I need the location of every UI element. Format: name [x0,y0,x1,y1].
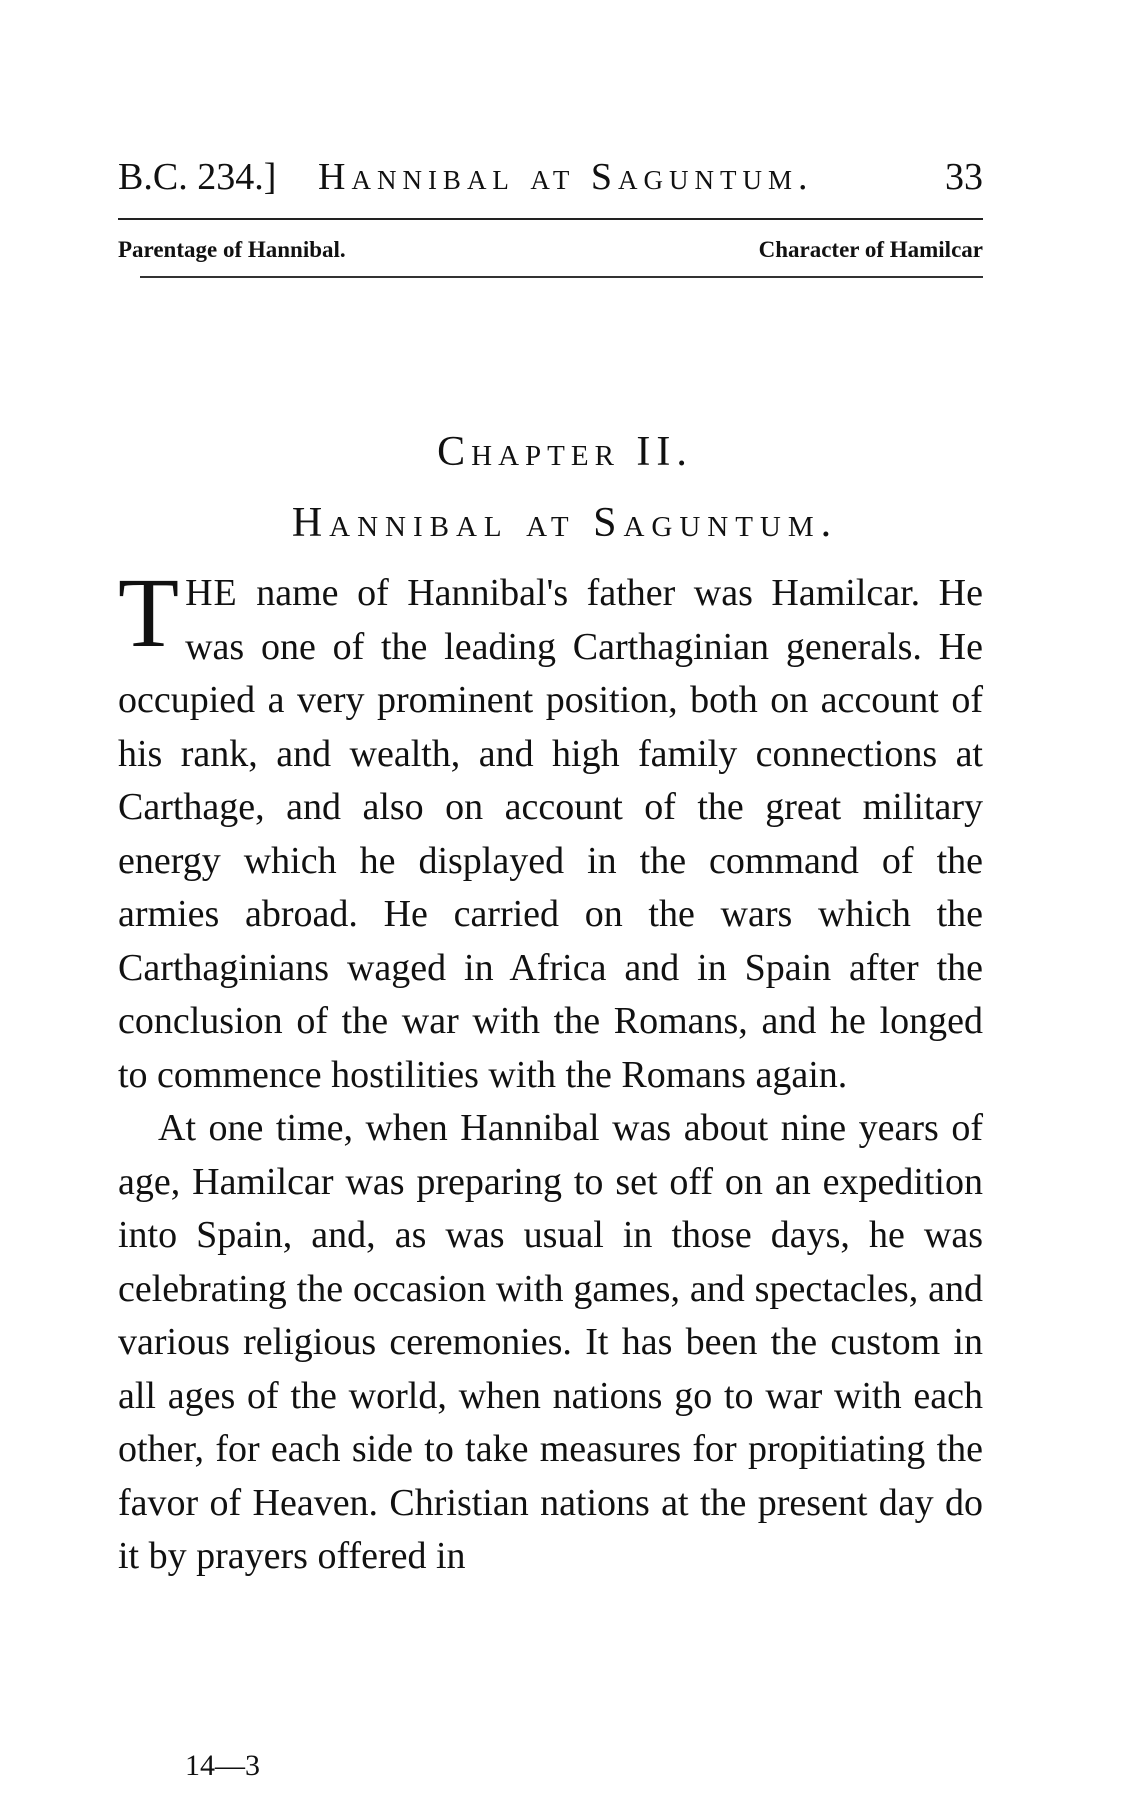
header-rule-top [118,218,983,220]
paragraph-first [118,557,983,1102]
paragraph-lead: HE [185,572,238,614]
paragraph-second: At one time, when Hannibal was about nine years of age, Hamilcar was preparing to set off on an expedition into Spain, and, as was usual in those days, he was celebrating the occasion with games, and spectacles, and various religious ceremonies. It has been the custom in all ages of the world, when nations go to war with each other, for each side to take measures for propitiating the favor of Heaven. Christian nations at the present day do it by prayers offered in [118,1107,983,1577]
page-number: 33 [945,156,983,198]
body-text [118,557,983,1584]
side-topics [118,232,983,268]
chapter-title: Chapter II. [437,429,693,475]
running-head-title: Hannibal at Saguntum. [318,156,814,198]
paragraph-first-text: name of Hannibal's father was Hamilcar. He was one of the leading Carthaginian generals. He occupied a very prominent position, both on account of his rank, and wealth, and high family connections at Carthage, and also on account of the great military energy which he displayed in the command of the armies abroad. He carried on the wars which the Carthaginians waged in Africa and in Spain after the conclusion of the war with the Romans, and he longed to commence hostilities with the Romans again. [118,572,983,1096]
topic-right: Character of Hamilcar [758,237,983,262]
chapter-subtitle: Hannibal at Saguntum. [291,500,839,546]
header-rule-bottom [140,276,983,278]
printer-signature: 14—3 [185,1749,260,1782]
running-head-date: B.C. 234.] [118,156,277,198]
drop-cap: T [118,557,180,668]
running-head [118,152,983,202]
topic-left: Parentage of Hannibal. [118,237,346,262]
